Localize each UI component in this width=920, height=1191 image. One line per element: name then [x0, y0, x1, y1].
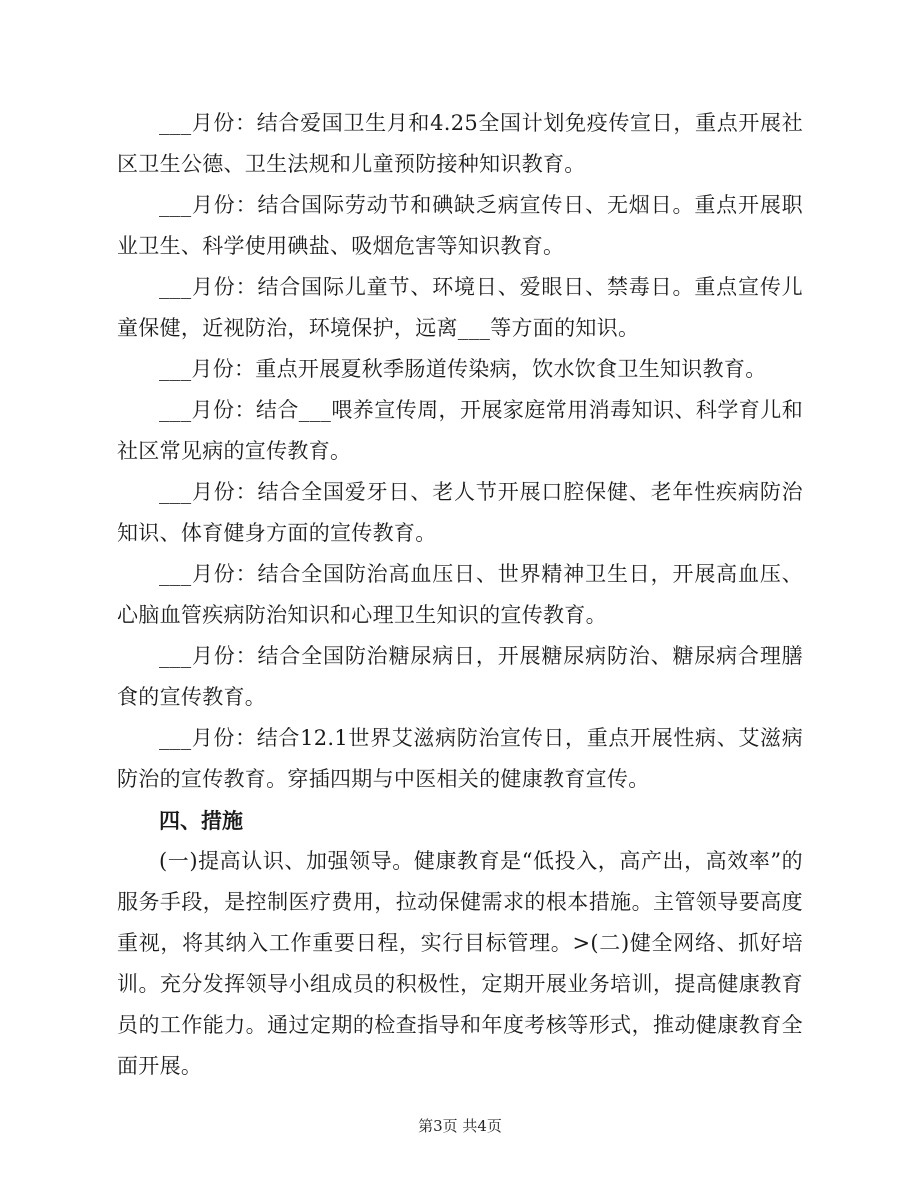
section-heading: 四、措施	[159, 808, 243, 833]
document-body	[117, 103, 803, 1087]
schedule-paragraph-6: ___月份：结合全国爱牙日、老人节开展口腔保健、老年性疾病防治知识、体育健身方面的宣传教育。	[117, 480, 803, 545]
schedule-paragraph-4: ___月份：重点开展夏秋季肠道传染病，饮水饮食卫生知识教育。	[159, 357, 767, 381]
schedule-paragraph-2: ___月份：结合国际劳动节和碘缺乏病宣传日、无烟日。重点开展职业卫生、科学使用碘盐、吸烟危害等知识教育。	[117, 193, 803, 258]
measures-paragraph: (一)提高认识、加强领导。健康教育是“低投入，高产出，高效率”的服务手段，是控制医疗费用，拉动保健需求的根本措施。主管领导要高度重视，将其纳入工作重要日程，实行目标管理。>(二)健全网络、抓好培训。充分发挥领导小组成员的积极性，定期开展业务培训，提高健康教育员的工作能力。通过定期的检查指导和年度考核等形式，推动健康教育全面开展。	[117, 849, 803, 1078]
schedule-paragraph-3: ___月份：结合国际儿童节、环境日、爱眼日、禁毒日。重点宣传儿童保健，近视防治，环境保护，远离___等方面的知识。	[117, 275, 803, 340]
schedule-paragraph-7: ___月份：结合全国防治高血压日、世界精神卫生日，开展高血压、心脑血管疾病防治知识和心理卫生知识的宣传教育。	[117, 562, 803, 627]
page-footer: 第3页 共4页	[418, 1117, 502, 1135]
schedule-paragraph-1: ___月份：结合爱国卫生月和4.25全国计划免疫传宣日，重点开展社区卫生公德、卫生法规和儿童预防接种知识教育。	[117, 111, 803, 176]
schedule-paragraph-8: ___月份：结合全国防治糖尿病日，开展糖尿病防治、糖尿病合理膳食的宣传教育。	[117, 644, 803, 709]
schedule-paragraph-5: ___月份：结合___喂养宣传周，开展家庭常用消毒知识、科学育儿和社区常见病的宣传教育。	[117, 398, 803, 463]
schedule-paragraph-9: ___月份：结合12.1世界艾滋病防治宣传日，重点开展性病、艾滋病防治的宣传教育。穿插四期与中医相关的健康教育宣传。	[117, 726, 803, 791]
